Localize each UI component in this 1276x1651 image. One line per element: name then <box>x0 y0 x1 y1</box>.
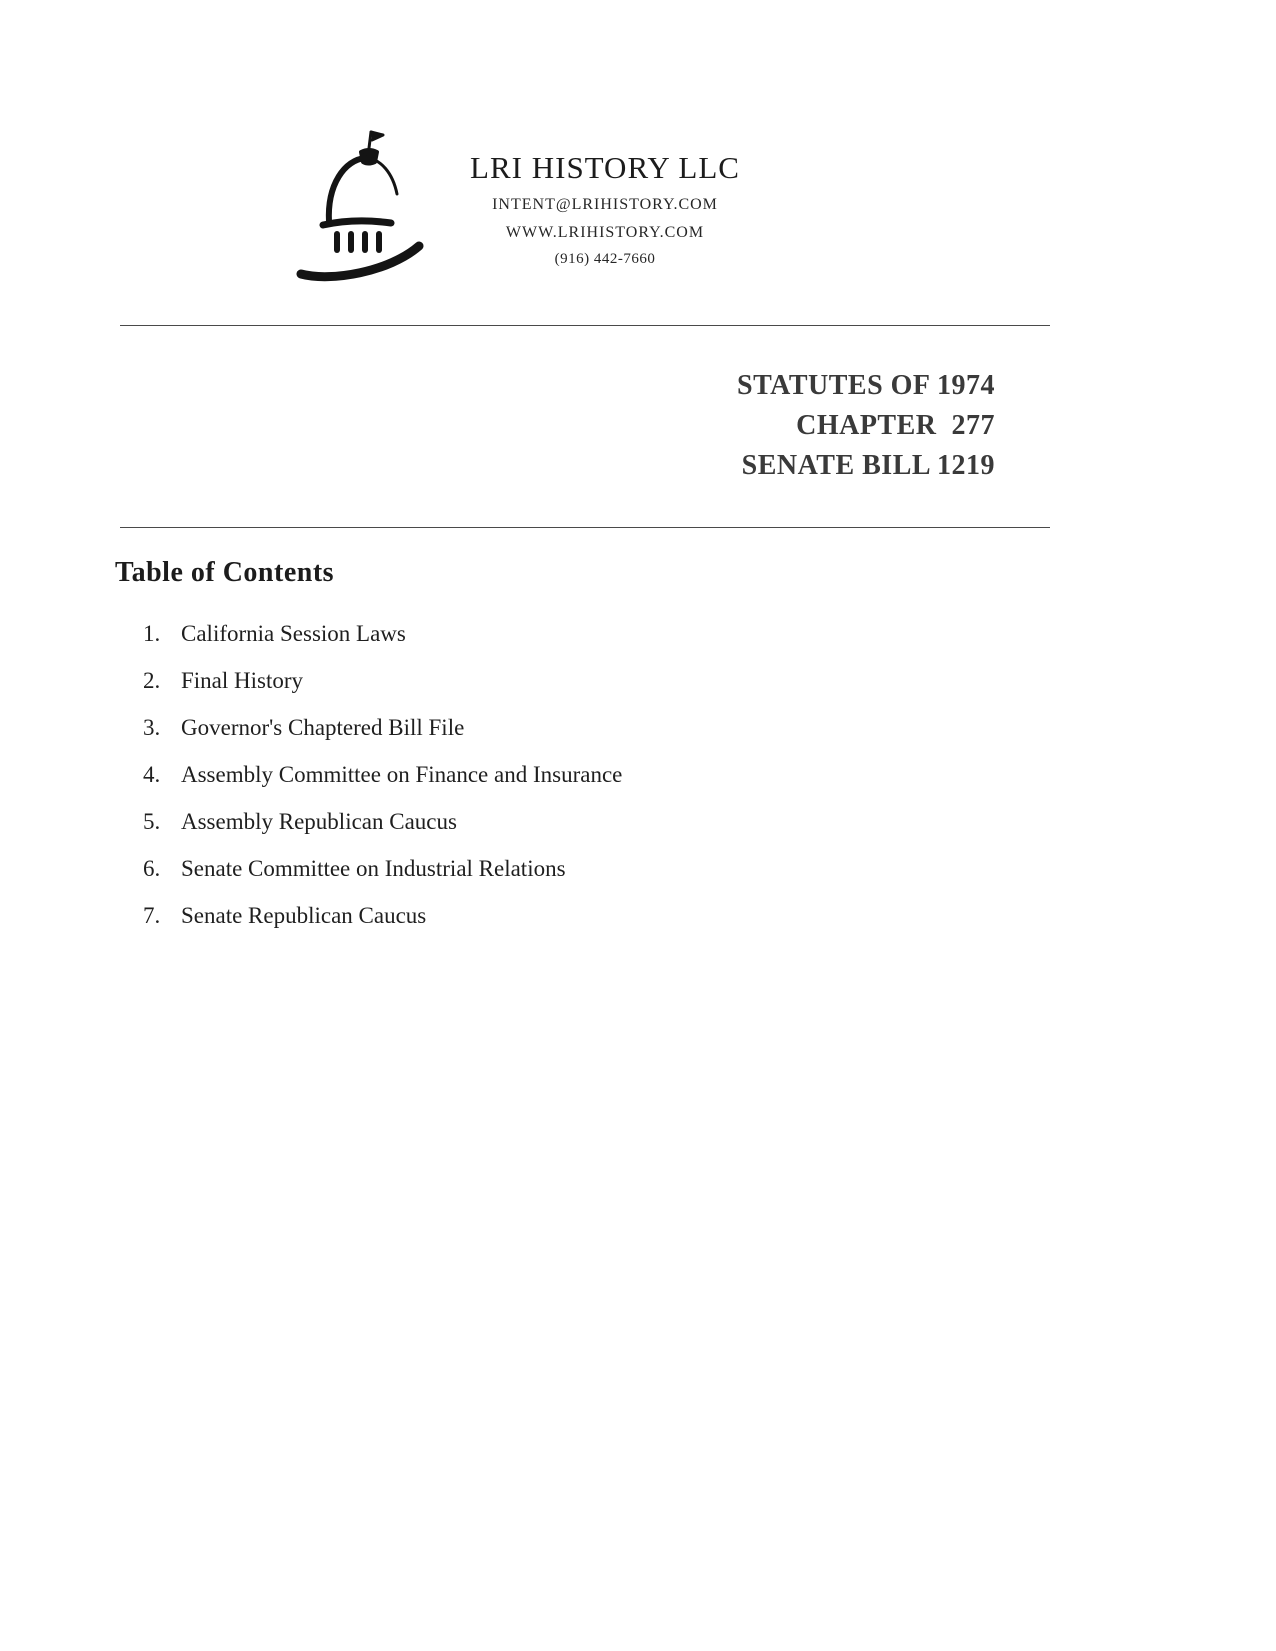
toc-item-label: Governor's Chaptered Bill File <box>181 715 465 740</box>
toc-item-label: Assembly Committee on Finance and Insurance <box>181 762 623 787</box>
brand-phone: (916) 442-7660 <box>554 251 656 267</box>
toc-item <box>143 622 622 646</box>
toc-item-number: 3. <box>143 715 161 740</box>
toc-heading: Table of Contents <box>115 557 335 588</box>
toc-item <box>143 716 622 740</box>
top-divider <box>120 325 1050 326</box>
toc-item-label: Final History <box>181 668 304 693</box>
toc-item-label: California Session Laws <box>181 621 406 646</box>
toc-item-label: Assembly Republican Caucus <box>181 809 457 834</box>
toc-item-number: 5. <box>143 809 161 834</box>
bottom-divider <box>120 527 1050 528</box>
toc-item-number: 7. <box>143 903 161 928</box>
title-line-chapter: CHAPTER 277 <box>796 410 995 441</box>
brand-email: INTENT@LRIHISTORY.COM <box>492 196 718 213</box>
toc-item-number: 4. <box>143 762 161 787</box>
toc-item <box>143 810 622 834</box>
toc-item <box>143 669 622 693</box>
toc-item-number: 1. <box>143 621 161 646</box>
toc-list <box>143 622 622 951</box>
title-line-statutes: STATUTES OF 1974 <box>737 370 995 401</box>
capitol-logo-icon <box>293 122 443 292</box>
title-block <box>737 366 995 486</box>
toc-item <box>143 904 622 928</box>
toc-item-number: 2. <box>143 668 161 693</box>
toc-item-number: 6. <box>143 856 161 881</box>
capitol-logo <box>293 122 443 292</box>
brand-block <box>440 150 770 268</box>
title-line-senate-bill: SENATE BILL 1219 <box>741 450 995 481</box>
toc-item-label: Senate Republican Caucus <box>181 903 427 928</box>
toc-item <box>143 857 622 881</box>
brand-name: LRI HISTORY LLC <box>470 150 740 185</box>
toc-item-label: Senate Committee on Industrial Relations <box>181 856 566 881</box>
toc-item <box>143 763 622 787</box>
brand-website: WWW.LRIHISTORY.COM <box>505 224 705 241</box>
